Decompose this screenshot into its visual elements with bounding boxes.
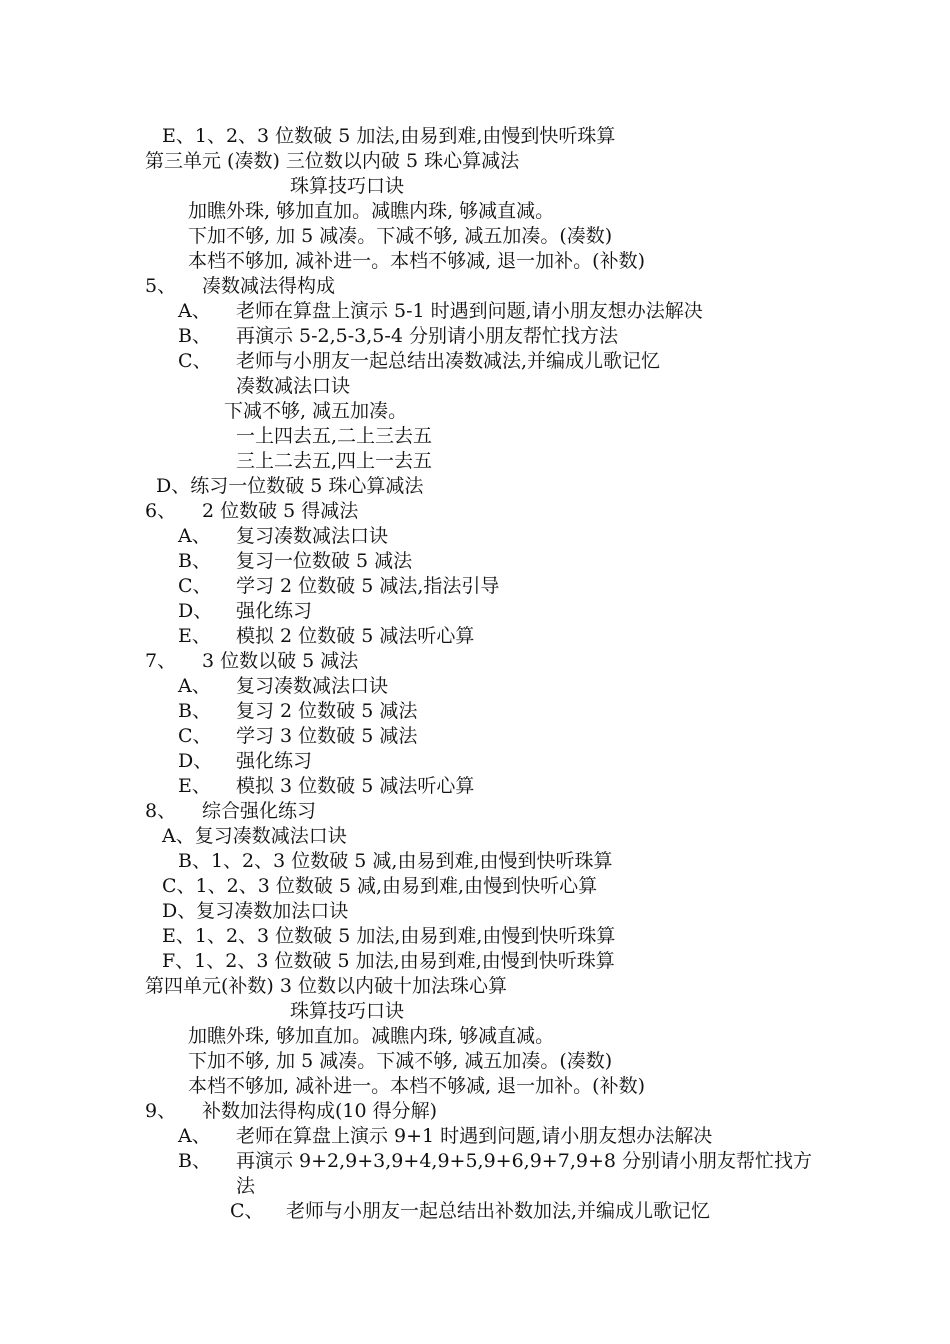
list-item bbox=[178, 1149, 812, 1174]
text-line: 凑数减法口诀 bbox=[236, 375, 351, 397]
item-text: 2 位数破 5 得减法 bbox=[202, 500, 359, 522]
item-text: 强化练习 bbox=[236, 600, 313, 622]
list-item bbox=[178, 624, 474, 649]
text-line: E、1、2、3 位数破 5 加法,由易到难,由慢到快听珠算 bbox=[162, 125, 616, 147]
item-marker: D、 bbox=[178, 600, 213, 622]
text-line: 下加不够, 加 5 减凑。下减不够, 减五加凑。(凑数) bbox=[188, 225, 613, 247]
item-text: 凑数减法得构成 bbox=[202, 275, 336, 297]
item-text: 复习凑数减法口诀 bbox=[236, 525, 389, 547]
text-line: 本档不够加, 减补进一。本档不够减, 退一加补。(补数) bbox=[188, 1075, 645, 1097]
item-marker: B、 bbox=[178, 700, 211, 722]
item-marker: A、 bbox=[178, 300, 211, 322]
section-subheading: 珠算技巧口诀 bbox=[290, 1000, 405, 1022]
item-marker: C、 bbox=[230, 1200, 264, 1222]
text-line: 一上四去五,二上三去五 bbox=[236, 425, 433, 447]
item-marker: B、 bbox=[178, 1150, 211, 1172]
text-line: 三上二去五,四上一去五 bbox=[236, 450, 433, 472]
item-marker: 7、 bbox=[145, 650, 177, 672]
item-text: 复习 2 位数破 5 减法 bbox=[236, 700, 418, 722]
text-line: 下减不够, 减五加凑。 bbox=[224, 400, 408, 422]
item-marker: E、 bbox=[178, 625, 211, 647]
list-item bbox=[178, 599, 312, 624]
text-line: C、1、2、3 位数破 5 减,由易到难,由慢到快听心算 bbox=[162, 875, 598, 897]
list-item bbox=[178, 774, 474, 799]
list-item bbox=[178, 699, 417, 724]
item-marker: A、 bbox=[178, 1125, 211, 1147]
item-marker: 6、 bbox=[145, 500, 177, 522]
item-text: 模拟 2 位数破 5 减法听心算 bbox=[236, 625, 475, 647]
text-line: 加瞧外珠, 够加直加。减瞧内珠, 够减直减。 bbox=[188, 1025, 555, 1047]
numbered-item bbox=[145, 799, 316, 824]
item-marker: 5、 bbox=[145, 275, 177, 297]
list-item bbox=[178, 324, 618, 349]
item-text: 补数加法得构成(10 得分解) bbox=[202, 1100, 438, 1122]
item-text: 老师在算盘上演示 5-1 时遇到问题,请小朋友想办法解决 bbox=[236, 300, 703, 322]
text-line: F、1、2、3 位数破 5 加法,由易到难,由慢到快听珠算 bbox=[162, 950, 615, 972]
list-item bbox=[178, 749, 312, 774]
item-text: 学习 3 位数破 5 减法 bbox=[236, 725, 418, 747]
section-subheading: 珠算技巧口诀 bbox=[290, 175, 405, 197]
numbered-item bbox=[145, 1099, 437, 1124]
item-text: 学习 2 位数破 5 减法,指法引导 bbox=[236, 575, 500, 597]
numbered-item bbox=[145, 499, 358, 524]
item-marker: B、 bbox=[178, 325, 211, 347]
text-line: 法 bbox=[236, 1175, 256, 1197]
text-line: B、1、2、3 位数破 5 减,由易到难,由慢到快听珠算 bbox=[178, 850, 613, 872]
item-text: 综合强化练习 bbox=[202, 800, 317, 822]
item-marker: C、 bbox=[178, 575, 212, 597]
item-text: 强化练习 bbox=[236, 750, 313, 772]
item-marker: 9、 bbox=[145, 1100, 177, 1122]
item-text: 老师与小朋友一起总结出凑数减法,并编成儿歌记忆 bbox=[236, 350, 661, 372]
list-item bbox=[178, 549, 412, 574]
item-marker: E、 bbox=[178, 775, 211, 797]
item-text: 再演示 5-2,5-3,5-4 分别请小朋友帮忙找方法 bbox=[236, 325, 618, 347]
item-marker: C、 bbox=[178, 350, 212, 372]
numbered-item bbox=[145, 274, 335, 299]
item-marker: A、 bbox=[178, 525, 211, 547]
unit-heading: 第三单元 (凑数) 三位数以内破 5 珠心算减法 bbox=[145, 150, 520, 172]
list-item bbox=[178, 674, 388, 699]
list-item bbox=[178, 724, 417, 749]
list-item bbox=[178, 524, 388, 549]
item-marker: 8、 bbox=[145, 800, 177, 822]
list-item bbox=[178, 349, 660, 374]
numbered-item bbox=[145, 649, 358, 674]
list-item bbox=[178, 574, 499, 599]
item-text: 3 位数以破 5 减法 bbox=[202, 650, 359, 672]
item-text: 老师与小朋友一起总结出补数加法,并编成儿歌记忆 bbox=[286, 1200, 711, 1222]
text-line: E、1、2、3 位数破 5 加法,由易到难,由慢到快听珠算 bbox=[162, 925, 616, 947]
list-item bbox=[178, 299, 703, 324]
item-text: 复习一位数破 5 减法 bbox=[236, 550, 413, 572]
list-item bbox=[178, 1124, 712, 1149]
item-marker: A、 bbox=[178, 675, 211, 697]
list-item bbox=[230, 1199, 710, 1224]
item-text: 复习凑数减法口诀 bbox=[236, 675, 389, 697]
text-line: D、练习一位数破 5 珠心算减法 bbox=[156, 475, 424, 497]
text-line: 下加不够, 加 5 减凑。下减不够, 减五加凑。(凑数) bbox=[188, 1050, 613, 1072]
item-marker: B、 bbox=[178, 550, 211, 572]
text-line: 加瞧外珠, 够加直加。减瞧内珠, 够减直减。 bbox=[188, 200, 555, 222]
item-text: 模拟 3 位数破 5 减法听心算 bbox=[236, 775, 475, 797]
unit-heading: 第四单元(补数) 3 位数以内破十加法珠心算 bbox=[145, 975, 507, 997]
item-text: 老师在算盘上演示 9+1 时遇到问题,请小朋友想办法解决 bbox=[236, 1125, 713, 1147]
text-line: 本档不够加, 减补进一。本档不够减, 退一加补。(补数) bbox=[188, 250, 645, 272]
item-text: 再演示 9+2,9+3,9+4,9+5,9+6,9+7,9+8 分别请小朋友帮忙找方 bbox=[236, 1150, 812, 1172]
text-line: D、复习凑数加法口诀 bbox=[162, 900, 349, 922]
text-line: A、复习凑数减法口诀 bbox=[162, 825, 347, 847]
item-marker: D、 bbox=[178, 750, 213, 772]
item-marker: C、 bbox=[178, 725, 212, 747]
